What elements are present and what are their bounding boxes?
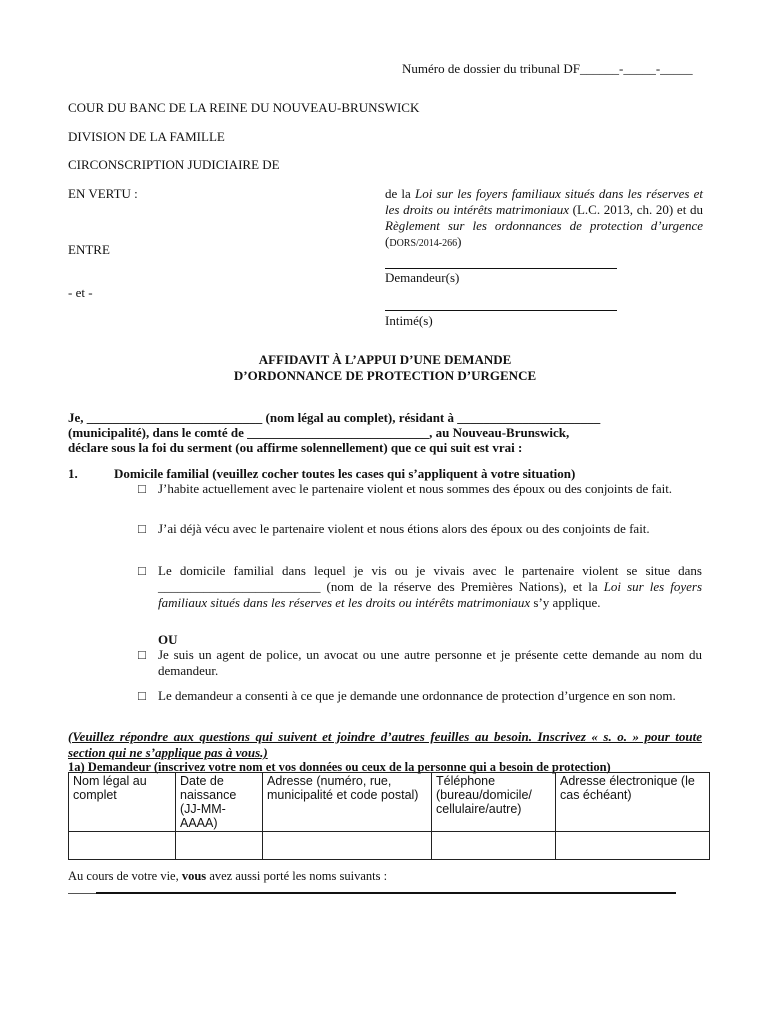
intro-line2: (municipalité), dans le comté de ____________________________, au Nouveau-Brunswick, bbox=[68, 425, 570, 440]
option-lived-together[interactable] bbox=[138, 521, 704, 537]
col-address: Adresse (numéro, rue, municipalité et code postal) bbox=[263, 773, 432, 832]
cell-legal-name[interactable] bbox=[69, 832, 176, 860]
cell-phone[interactable] bbox=[432, 832, 556, 860]
col-birth-date: Date de naissance (JJ-MM-AAAA) bbox=[176, 773, 263, 832]
option-text: Je suis un agent de police, un avocat ou une autre personne et je présente cette demande au nom du demandeur. bbox=[158, 647, 702, 678]
section-heading: Domicile familial (veuillez cocher toutes les cases qui s’appliquent à votre situation) bbox=[114, 466, 576, 481]
other-names-input-line[interactable] bbox=[96, 892, 676, 894]
law-title-2: Règlement sur les ordonnances de protection d’urgence bbox=[385, 218, 703, 233]
option-text bbox=[158, 563, 702, 611]
respondent-signature-line[interactable] bbox=[385, 294, 617, 311]
checkbox-icon[interactable]: □ bbox=[138, 521, 146, 536]
instructions-part1: (Veuillez répondre aux questions qui suivent et joindre d’autres feuilles au besoin. bbox=[68, 729, 532, 744]
col-phone: Téléphone (bureau/domicile/ cellulaire/autre) bbox=[432, 773, 556, 832]
table-1a-heading: 1a) Demandeur (inscrivez votre nom et vos données ou ceux de la personne qui a besoin de protection) bbox=[68, 760, 611, 774]
applicant-info-table bbox=[68, 772, 710, 860]
law-text-3: ( bbox=[385, 234, 390, 249]
law-text-2: (L.C. 2013, ch. 20) et du bbox=[568, 202, 703, 217]
law-text-1: de la bbox=[385, 186, 415, 201]
other-names-text: Au cours de votre vie, bbox=[68, 869, 182, 883]
court-division: DIVISION DE LA FAMILLE bbox=[68, 129, 225, 144]
option-text-part: s’y applique. bbox=[530, 595, 601, 610]
applicant-signature-line[interactable] bbox=[385, 252, 617, 269]
instructions bbox=[68, 729, 702, 761]
cell-address[interactable] bbox=[263, 832, 432, 860]
intro-line3: déclare sous la foi du serment (ou affirme solennellement) que ce qui suit est vrai : bbox=[68, 440, 523, 455]
other-names-text: avez aussi porté les noms suivants : bbox=[206, 869, 388, 883]
option-law-title: Loi sur les foyers familiaux situés dans les réserves et les droits ou intérêts matrimoniaux bbox=[158, 579, 702, 610]
checkbox-icon[interactable]: □ bbox=[138, 563, 146, 578]
court-name: COUR DU BANC DE LA REINE DU NOUVEAU-BRUNSWICK bbox=[68, 100, 420, 115]
law-title-1: Loi sur les foyers familiaux situés dans les réserves et les droits ou intérêts matrimoniaux bbox=[385, 186, 704, 217]
law-reference bbox=[385, 186, 703, 252]
checkbox-icon[interactable]: □ bbox=[138, 688, 146, 703]
option-on-behalf[interactable] bbox=[138, 647, 704, 678]
document-title-line1: AFFIDAVIT À L’APPUI D’UNE DEMANDE bbox=[258, 352, 512, 367]
option-text: J’ai déjà vécu avec le partenaire violent et nous étions alors des époux ou des conjoints de fait. bbox=[158, 521, 650, 536]
cell-email[interactable] bbox=[556, 832, 710, 860]
checkbox-icon[interactable]: □ bbox=[138, 481, 146, 496]
intro-line1: Je, ___________________________ (nom légal au complet), résidant à ______________________ bbox=[68, 410, 601, 425]
option-text: Le demandeur a consenti à ce que je demande une ordonnance de protection d’urgence en son nom. bbox=[158, 688, 676, 703]
instructions-part2: Inscrivez « s. o. » pour toute section qui ne s’applique pas à vous.) bbox=[68, 729, 702, 760]
court-file-number: Numéro de dossier du tribunal DF______-_____-_____ bbox=[402, 61, 693, 76]
section-number: 1. bbox=[68, 466, 78, 481]
law-regulation-ref: DORS/2014-266 bbox=[389, 238, 458, 249]
applicant-label: Demandeur(s) bbox=[385, 270, 460, 285]
cell-birth-date[interactable] bbox=[176, 832, 263, 860]
other-names-label bbox=[68, 868, 387, 884]
option-family-home-reserve[interactable] bbox=[138, 563, 704, 610]
table-row bbox=[69, 832, 710, 860]
option-text: J’habite actuellement avec le partenaire violent et nous sommes des époux ou des conjoints de fait. bbox=[158, 481, 673, 496]
option-text-part: Le domicile familial dans lequel je vis ou je vivais avec le partenaire violent se situe dans _________________________ (nom de la réserve des Premières Nations), et la bbox=[158, 563, 702, 594]
judicial-district: CIRCONSCRIPTION JUDICIAIRE DE bbox=[68, 157, 280, 172]
col-email: Adresse électronique (le cas échéant) bbox=[556, 773, 710, 832]
respondent-label: Intimé(s) bbox=[385, 313, 433, 328]
table-header-row bbox=[69, 773, 710, 832]
under-label: EN VERTU : bbox=[68, 186, 138, 201]
and-separator: - et - bbox=[68, 285, 93, 300]
document-title-line2: D’ORDONNANCE DE PROTECTION D’URGENCE bbox=[233, 368, 537, 383]
option-consent[interactable] bbox=[138, 688, 704, 704]
other-names-emphasis: vous bbox=[181, 869, 207, 883]
checkbox-icon[interactable]: □ bbox=[138, 647, 146, 662]
option-living-together[interactable] bbox=[138, 481, 704, 497]
or-separator: OU bbox=[158, 632, 178, 647]
law-text-4: ) bbox=[457, 234, 462, 249]
other-names-line-start bbox=[68, 893, 96, 894]
col-legal-name: Nom légal au complet bbox=[69, 773, 176, 832]
between-label: ENTRE bbox=[68, 242, 110, 257]
